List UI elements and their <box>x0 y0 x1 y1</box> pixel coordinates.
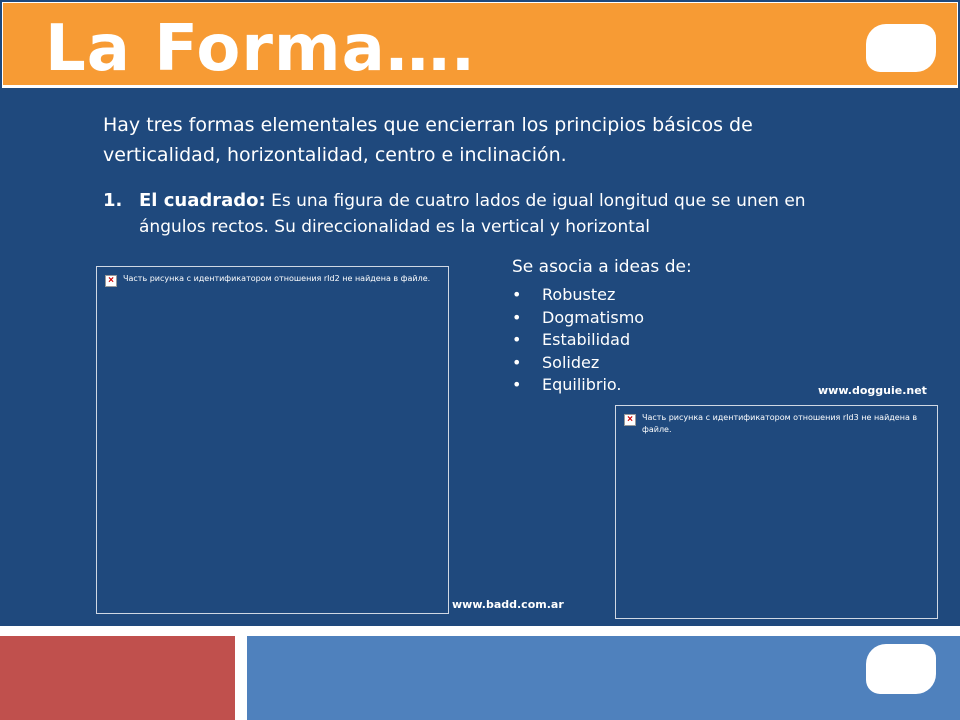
point-square <box>103 188 863 240</box>
broken-image-icon: × <box>105 275 117 287</box>
image-credit-right: www.dogguie.net <box>818 384 927 397</box>
associations-list <box>512 284 792 397</box>
associations <box>512 254 792 397</box>
list-item-label: Solidez <box>542 352 600 372</box>
title-banner <box>2 2 958 88</box>
bullet: • <box>512 352 522 372</box>
bullet: • <box>512 375 522 394</box>
point-body <box>139 188 863 240</box>
decorative-tab-bottom <box>866 644 936 694</box>
list-item <box>512 307 792 330</box>
missing-image-message: Часть рисунка с идентификатором отношения rId3 не найдена в файле. <box>642 413 918 434</box>
broken-image-icon: × <box>624 414 636 426</box>
list-item-label: Robustez <box>542 285 616 304</box>
list-item <box>512 284 792 307</box>
bullet: • <box>512 307 522 327</box>
footer-band-red <box>0 636 235 720</box>
list-item <box>512 374 792 397</box>
image-placeholder-right[interactable] <box>615 405 938 619</box>
associations-heading: Se asocia a ideas de: <box>512 257 692 277</box>
bullet: • <box>512 285 522 304</box>
list-item-label: Dogmatismo <box>542 307 645 327</box>
list-item <box>512 329 792 352</box>
list-item-label: Equilibrio. <box>542 375 622 394</box>
missing-image-message: Часть рисунка с идентификатором отношения rId2 не найдена в файле. <box>123 274 431 283</box>
intro-paragraph: Hay tres formas elementales que encierran los principios básicos de verticalidad, horizontalidad, centro e inclinación. <box>103 114 753 166</box>
point-number: 1. <box>103 190 123 211</box>
point-text: Es una figura de cuatro lados de igual longitud que se unen en ángulos rectos. Su direccionalidad es la vertical y horizontal <box>139 191 806 237</box>
image-credit-left: www.badd.com.ar <box>452 598 564 611</box>
bullet: • <box>512 330 522 349</box>
image-placeholder-left[interactable] <box>96 266 449 614</box>
list-item <box>512 352 792 375</box>
footer-band-blue <box>247 636 960 720</box>
point-lead: El cuadrado: <box>139 190 266 211</box>
slide-title: La Forma…. <box>45 12 477 86</box>
list-item-label: Estabilidad <box>542 330 631 349</box>
decorative-tab-top <box>866 24 936 72</box>
